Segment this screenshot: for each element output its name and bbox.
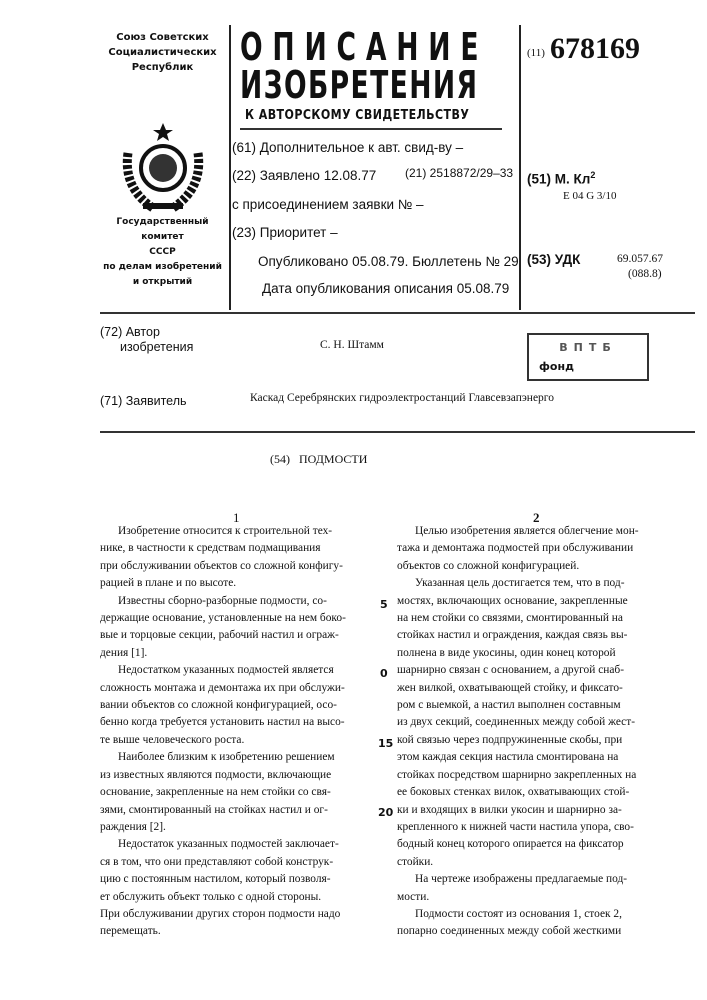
invention-title: (54) ПОДМОСТИ (270, 452, 367, 467)
line-number: 20 (378, 806, 393, 819)
text-line: сложность монтажа и демонтажа их при обслужи- (100, 680, 370, 697)
text-line: ее боковых стенках вилок, охватывающих стой- (397, 784, 692, 801)
text-line: Наиболее близким к изобретению решением (100, 749, 370, 766)
text-line: цию с постоянным настилом, который позволя- (100, 871, 370, 888)
field-53-value: 69.057.67 (617, 253, 663, 265)
doc-subtitle: К АВТОРСКОМУ СВИДЕТЕЛЬСТВУ (245, 108, 469, 123)
country-line: Союз Советских (100, 30, 225, 45)
stamp-text: фонд (539, 360, 647, 373)
text-line: объектов со сложной конфигурацией. (397, 558, 692, 575)
text-line: те выше человеческого роста. (100, 732, 370, 749)
patent-number: 678169 (550, 32, 640, 66)
field-join: с присоединением заявки № – (232, 197, 424, 212)
text-line: бенно когда требуется установить настил на высо- (100, 714, 370, 731)
text-line: шарнирно связан с основанием, а другой снаб- (397, 662, 692, 679)
text-line: попарно соединенных между собой жесткими (397, 923, 692, 940)
field-53-value-2: (088.8) (628, 268, 662, 280)
text-line: дения [1]. (100, 645, 370, 662)
text-line: ся в том, что они представляют собой конструк- (100, 854, 370, 871)
divider (100, 312, 695, 314)
doc-title-2: ИЗОБРЕТЕНИЯ (240, 63, 478, 107)
text-line: кой связью через подпружиненные скобы, при (397, 732, 692, 749)
country-name (100, 30, 225, 75)
text-line: Изобретение относится к строительной тех- (100, 523, 370, 540)
field-51-label: (51) М. Кл (527, 172, 590, 187)
field-51 (527, 170, 595, 187)
text-line: Подмости состоят из основания 1, стоек 2, (397, 906, 692, 923)
text-line: стойках посредством шарнирно закрепленных на (397, 767, 692, 784)
patent-page (0, 0, 707, 1000)
committee-line: Государственный комитет (100, 215, 225, 245)
text-line: основание, закрепленные на нем стойки со свя- (100, 784, 370, 801)
text-line: ет обслужить объект только с одной стороны. (100, 889, 370, 906)
author-label-line: (72) Автор (100, 325, 193, 340)
stamp-text: ВПТБ (529, 341, 647, 354)
text-line: крепленного к нижней части настила упора, сво- (397, 819, 692, 836)
text-line: из известных являются подмости, включающие (100, 767, 370, 784)
committee-line: по делам изобретений (100, 260, 225, 275)
text-line: Целью изобретения является облегчение мон- (397, 523, 692, 540)
line-number: 5 (380, 598, 388, 611)
author-label-line: изобретения (100, 340, 193, 355)
field-51-value: E 04 G 3/10 (563, 190, 616, 202)
author-label (100, 325, 193, 355)
text-column-right (397, 523, 692, 941)
line-number: 0 (380, 667, 388, 680)
committee-line: СССР (100, 245, 225, 260)
number-label: (11) (527, 47, 545, 59)
text-line: раждения [2]. (100, 819, 370, 836)
text-line: рацией в плане и по высоте. (100, 575, 370, 592)
text-line: из двух секций, соединенных между собой жест- (397, 714, 692, 731)
text-line: Известны сборно-разборные подмости, со- (100, 593, 370, 610)
text-line: зями, смонтированный на стойках настил и ог- (100, 802, 370, 819)
published: Опубликовано 05.08.79. Бюллетень № 29 (258, 254, 519, 269)
text-line: полнена в виде укосины, один конец которой (397, 645, 692, 662)
committee-name (100, 215, 225, 290)
text-line: Недостаток указанных подмостей заключает- (100, 836, 370, 853)
text-line: Недостатком указанных подмостей является (100, 662, 370, 679)
text-line: вании объектов со сложной конфигурацией, осо- (100, 697, 370, 714)
committee-line: и открытий (100, 275, 225, 290)
text-line: вые и торцовые секции, рабочий настил и ограж- (100, 627, 370, 644)
text-line: держащие основание, установленные на нем боко- (100, 610, 370, 627)
text-line: тажа и демонтажа подмостей при обслуживании (397, 540, 692, 557)
text-column-left (100, 523, 370, 941)
column-number: 2 (533, 510, 540, 526)
library-stamp (527, 333, 649, 381)
field-23: (23) Приоритет – (232, 225, 338, 240)
field-21: (21) 2518872/29–33 (405, 166, 513, 180)
text-line: Указанная цель достигается тем, что в под- (397, 575, 692, 592)
divider (240, 128, 502, 130)
field-61: (61) Дополнительное к авт. свид-ву – (232, 140, 463, 155)
text-line: На чертеже изображены предлагаемые под- (397, 871, 692, 888)
text-line: этом каждая секция настила смонтирована на (397, 749, 692, 766)
column-number: 1 (233, 510, 240, 526)
field-51-sup: 2 (590, 170, 595, 180)
description-date: Дата опубликования описания 05.08.79 (262, 281, 509, 296)
text-line: при обслуживании объектов со сложной конфигу- (100, 558, 370, 575)
field-53-label: (53) УДК (527, 252, 580, 267)
author-name: С. Н. Штамм (320, 339, 384, 351)
text-line: бодный конец которого опирается на фиксатор (397, 836, 692, 853)
country-line: Республик (100, 60, 225, 75)
text-line: ки и входящих в вилки укосин и шарнирно за- (397, 802, 692, 819)
divider (229, 25, 231, 310)
applicant-label: (71) Заявитель (100, 394, 187, 408)
text-line: ром с выемкой, а настил выполнен составным (397, 697, 692, 714)
text-line: жен вилкой, охватывающей стойку, и фиксато- (397, 680, 692, 697)
applicant-name: Каскад Серебрянских гидроэлектростанций Главсевзапэнерго (250, 392, 554, 404)
text-line: При обслуживании других сторон подмости надо (100, 906, 370, 923)
text-line: стойках настил и ограждения, каждая связь вы- (397, 627, 692, 644)
divider (100, 431, 695, 433)
text-line: мости. (397, 889, 692, 906)
text-line: на нем стойки со связями, смонтированный на (397, 610, 692, 627)
ussr-emblem-icon (113, 118, 213, 218)
country-line: Социалистических (100, 45, 225, 60)
text-line: мостях, включающих основание, закрепленные (397, 593, 692, 610)
doc-title: ОПИСАНИЕ (240, 25, 488, 69)
text-line: стойки. (397, 854, 692, 871)
text-line: нике, в частности к средствам подмащивания (100, 540, 370, 557)
field-22: (22) Заявлено 12.08.77 (232, 168, 376, 183)
line-number: 15 (378, 737, 393, 750)
text-line: перемещать. (100, 923, 370, 940)
divider (519, 25, 521, 310)
